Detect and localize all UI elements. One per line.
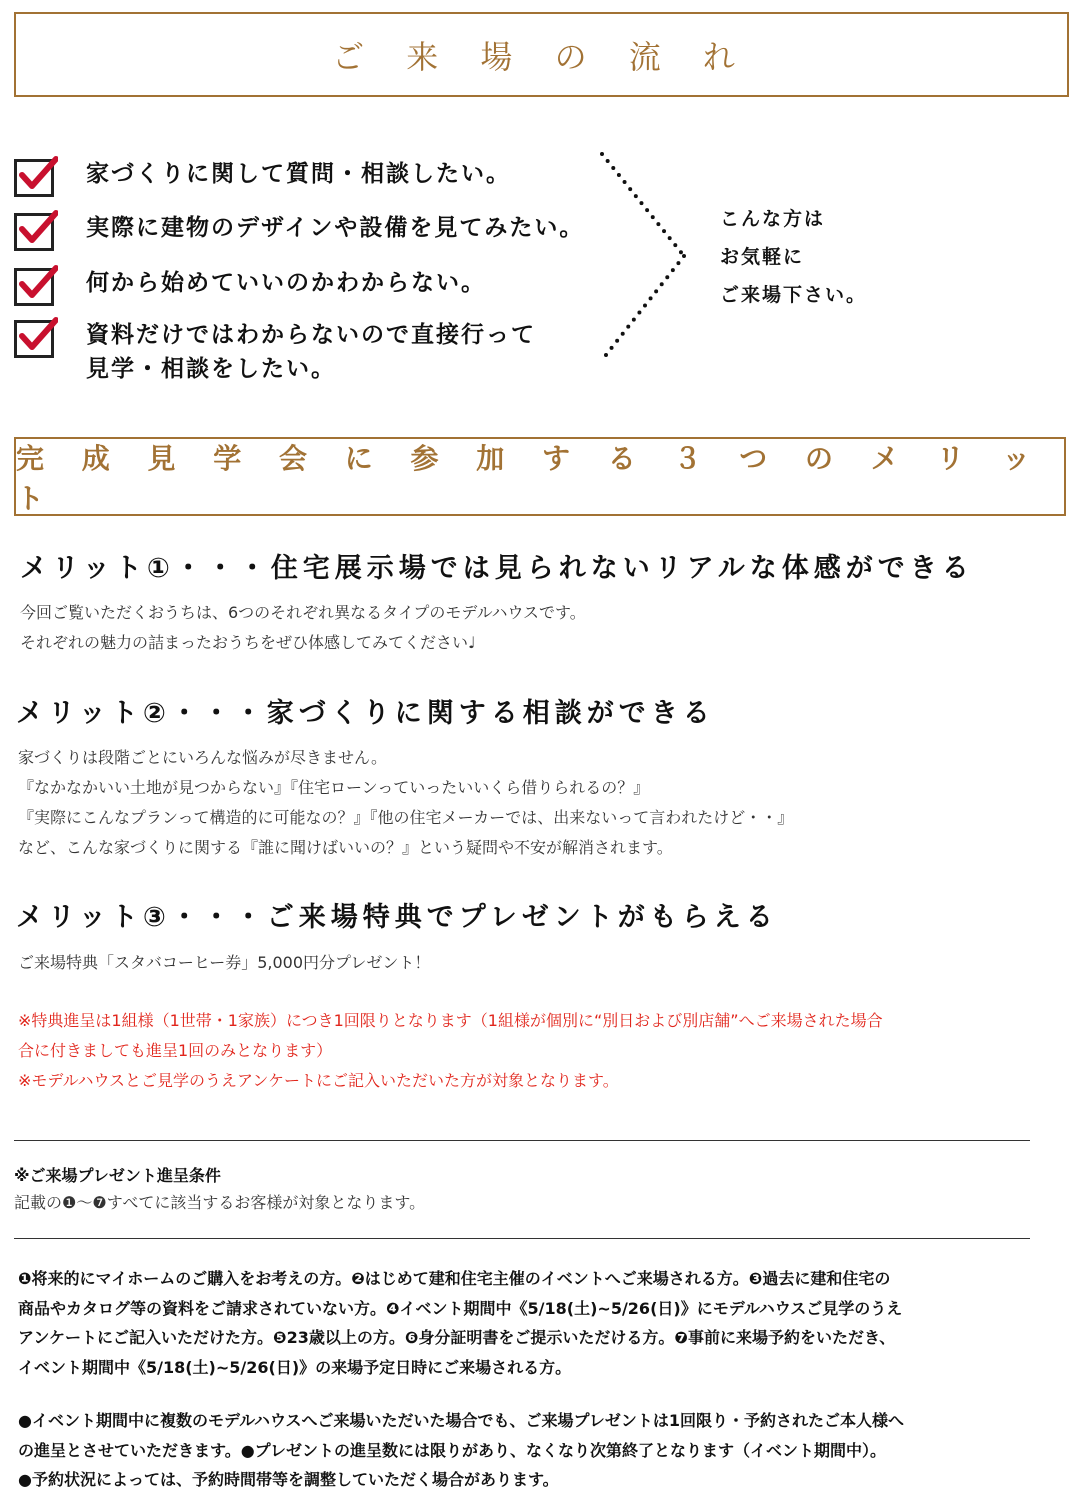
conditions-title: ※ご来場プレゼント進呈条件 bbox=[14, 1166, 221, 1185]
checkbox-checked-icon bbox=[14, 209, 54, 249]
merit-2-heading: メリット②・・・家づくりに関する相談ができる bbox=[16, 698, 715, 729]
checklist-item bbox=[14, 155, 634, 195]
checklist-item bbox=[14, 316, 634, 386]
section-title-text: 完 成 見 学 会 に 参 加 す る ３ つ の メ リ ッ ト bbox=[16, 441, 1045, 515]
section-title-merits bbox=[14, 437, 1066, 516]
checkbox-checked-icon bbox=[14, 155, 54, 195]
divider bbox=[14, 1140, 1030, 1141]
aside-message: こんな方は お気軽に ご来場下さい。 bbox=[720, 208, 868, 306]
divider bbox=[14, 1238, 1030, 1239]
checklist-item-text: 実際に建物のデザインや設備を見てみたい。 bbox=[86, 215, 585, 241]
checklist-item-text: 何から始めていいのかわからない。 bbox=[86, 270, 486, 296]
merit-2-body: 家づくりは段階ごとにいろんな悩みが尽きません。 『なかなかいい土地が見つからない』『住宅ローンっていったいいくら借りられるの？』 『実際にこんなプランって構造的に可能なの？』『他の住宅メーカーでは、出来ないって言われたけど・・』 など、こんな家づくりに関する『誰に聞けばいいの？』という疑問や不安が解消されます。 bbox=[18, 748, 794, 857]
conditions-text: 記載の❶〜❼すべてに該当するお客様が対象となります。 bbox=[14, 1193, 426, 1212]
merit-3-warning: ※特典進呈は1組様（1世帯・1家族）につき1回限りとなります（1組様が個別に“別日および別店舗”へご来場された場合 合に付きましても進呈1回のみとなります） ※モデルハウスとご見学のうえアンケートにご記入いただいた方が対象となります。 bbox=[18, 1011, 883, 1090]
requirements-list: ❶将来的にマイホームのご購入をお考えの方。❷はじめて建和住宅主催のイベントへご来場される方。❸過去に建和住宅の 商品やカタログ等の資料をご請求されていない方。❹イベント期間中《5/18(土)~5/26(日)》にモデルハウスご見学のうえ アンケートにご記入いただけた方。❺23歳以上の方。❻身分証明書をご提示いただける方。❼事前に来場予約をいただき、 イベント期間中《5/18(土)~5/26(日)》の来場予定日時にご来場される方。 bbox=[18, 1269, 903, 1377]
merit-1-body: 今回ご覧いただくおうちは、6つのそれぞれ異なるタイプのモデルハウスです。 それぞれの魅力の詰まったおうちをぜひ体感してみてください♩ bbox=[20, 603, 586, 652]
checklist-item-text: 資料だけではわからないので直接行って 見学・相談をしたい。 bbox=[86, 322, 536, 382]
section-title-visit-flow bbox=[14, 12, 1069, 97]
checkbox-checked-icon bbox=[14, 264, 54, 304]
checklist bbox=[14, 155, 634, 399]
checklist-item bbox=[14, 264, 634, 304]
notes-list: ●イベント期間中に複数のモデルハウスへご来場いただいた場合でも、ご来場プレゼントは1回限り・予約されたご本人様へ の進呈とさせていただきます。●プレゼントの進呈数には限りがあり、なくなり次第終了となります（イベント期間中）。 ●予約状況によっては、予約時間帯等を調整していただく場合があります。 bbox=[18, 1411, 905, 1489]
section-title-text: ご 来 場 の 流 れ bbox=[332, 37, 751, 76]
dotted-chevron-icon bbox=[598, 150, 694, 366]
checklist-item-text: 家づくりに関して質問・相談したい。 bbox=[86, 161, 511, 187]
checklist-item bbox=[14, 209, 634, 249]
checkbox-checked-icon bbox=[14, 316, 54, 356]
merit-1-heading: メリット①・・・住宅展示場では見られないリアルな体感ができる bbox=[20, 553, 974, 584]
merit-3-body: ご来場特典「スタバコーヒー券」5,000円分プレゼント！ bbox=[18, 953, 431, 972]
merit-3-heading: メリット③・・・ご来場特典でプレゼントがもらえる bbox=[16, 902, 778, 933]
